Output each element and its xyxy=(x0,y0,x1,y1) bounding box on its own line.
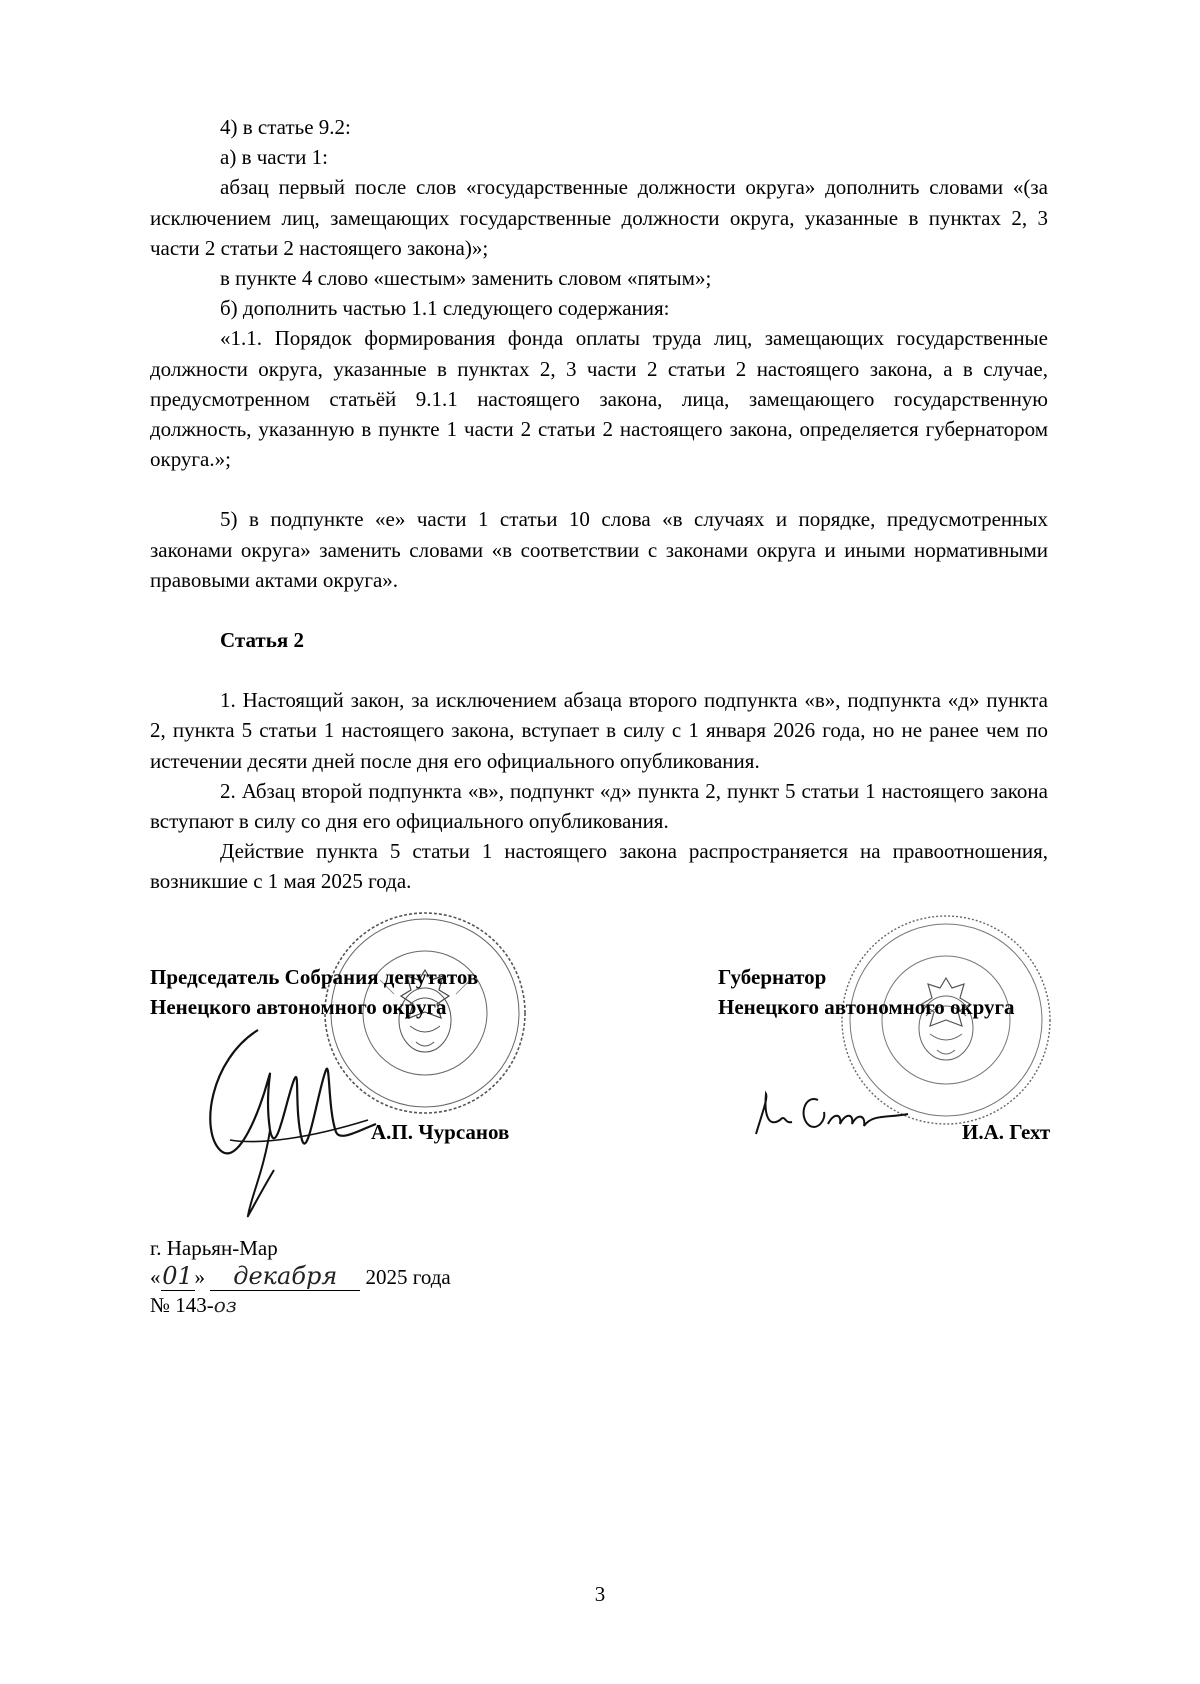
right-signatory-title xyxy=(718,962,1015,1022)
city-line: г. Нарьян-Мар xyxy=(150,1236,278,1260)
law-number-line xyxy=(150,1291,451,1319)
document-footer xyxy=(150,1234,451,1319)
right-handwritten-signature xyxy=(748,1084,918,1144)
law-number-prefix: № 143- xyxy=(150,1293,214,1317)
paragraph-amendment-1: абзац первый после слов «государственные должности округа» дополнить словами «(за исключением лиц, замещающих государственные должности округа, указанные в пунктах 2, 3 части 2 статьи 2 настоящего закона)»; xyxy=(150,175,1048,260)
paragraph-part-1-1: «1.1. Порядок формирования фонда оплаты труда лиц, замещающих государственные должности округа, указанные в пунктах 2, 3 части 2 статьи 2 настоящего закона, а в случае, предусмотренном статьёй 9.1.1 настоящего закона, лица, замещающего государственную должность, указанную в пункте 1 части 2 статьи 2 настоящего закона, определяется губернатором округа.»; xyxy=(150,326,1048,472)
paragraph-item-4: 4) в статье 9.2: xyxy=(220,115,351,139)
paragraph-amendment-2: в пункте 4 слово «шестым» заменить словом «пятым»; xyxy=(220,266,712,291)
left-handwritten-signature xyxy=(190,1020,380,1220)
date-quote-open: « xyxy=(150,1265,161,1289)
article-2-retroactive: Действие пункта 5 статьи 1 настоящего закона распространяется на правоотношения, возникшие с 1 мая 2025 года. xyxy=(150,839,1048,894)
article-2-heading: Статья 2 xyxy=(220,628,304,653)
date-month: декабря xyxy=(210,1262,360,1291)
paragraph-item-5: 5) в подпункте «е» части 1 статьи 10 слова «в случаях и порядке, предусмотренных законами округа» заменить словами «в соответствии с законами округа и иными нормативными правовыми актами округа». xyxy=(150,507,1048,592)
right-title-line-2: Ненецкого автономного округа xyxy=(718,995,1015,1019)
paragraph-subitem-a: а) в части 1: xyxy=(220,145,328,170)
left-signatory-title xyxy=(150,962,478,1022)
date-day: 01 xyxy=(162,1262,193,1290)
left-title-line-1: Председатель Собрания депутатов xyxy=(150,965,479,989)
right-title-line-1: Губернатор xyxy=(718,965,827,989)
article-2-point-1: 1. Настоящий закон, за исключением абзаца второго подпункта «в», подпункта «д» пункта 2, пункта 5 статьи 1 настоящего закона, вступает в силу с 1 января 2026 года, но не ранее чем по истечении десяти дней после дня его официального опубликования. xyxy=(150,688,1048,773)
date-year: 2025 года xyxy=(365,1265,451,1289)
paragraph-subitem-b: б) дополнить частью 1.1 следующего содержания: xyxy=(220,296,670,321)
date-line xyxy=(150,1262,451,1291)
date-quote-close: » xyxy=(194,1265,205,1289)
law-number-suffix: оз xyxy=(213,1293,237,1317)
article-2-point-2: 2. Абзац второй подпункта «в», подпункт «д» пункта 2, пункт 5 статьи 1 настоящего закона вступают в силу со дня его официального опубликования. xyxy=(150,778,1048,834)
page-number: 3 xyxy=(594,1582,606,1606)
document-body xyxy=(150,112,1048,897)
left-title-line-2: Ненецкого автономного округа xyxy=(150,995,447,1019)
right-signatory-name: И.А. Гехт xyxy=(962,1120,1051,1144)
left-signatory-name: А.П. Чурсанов xyxy=(371,1120,510,1144)
